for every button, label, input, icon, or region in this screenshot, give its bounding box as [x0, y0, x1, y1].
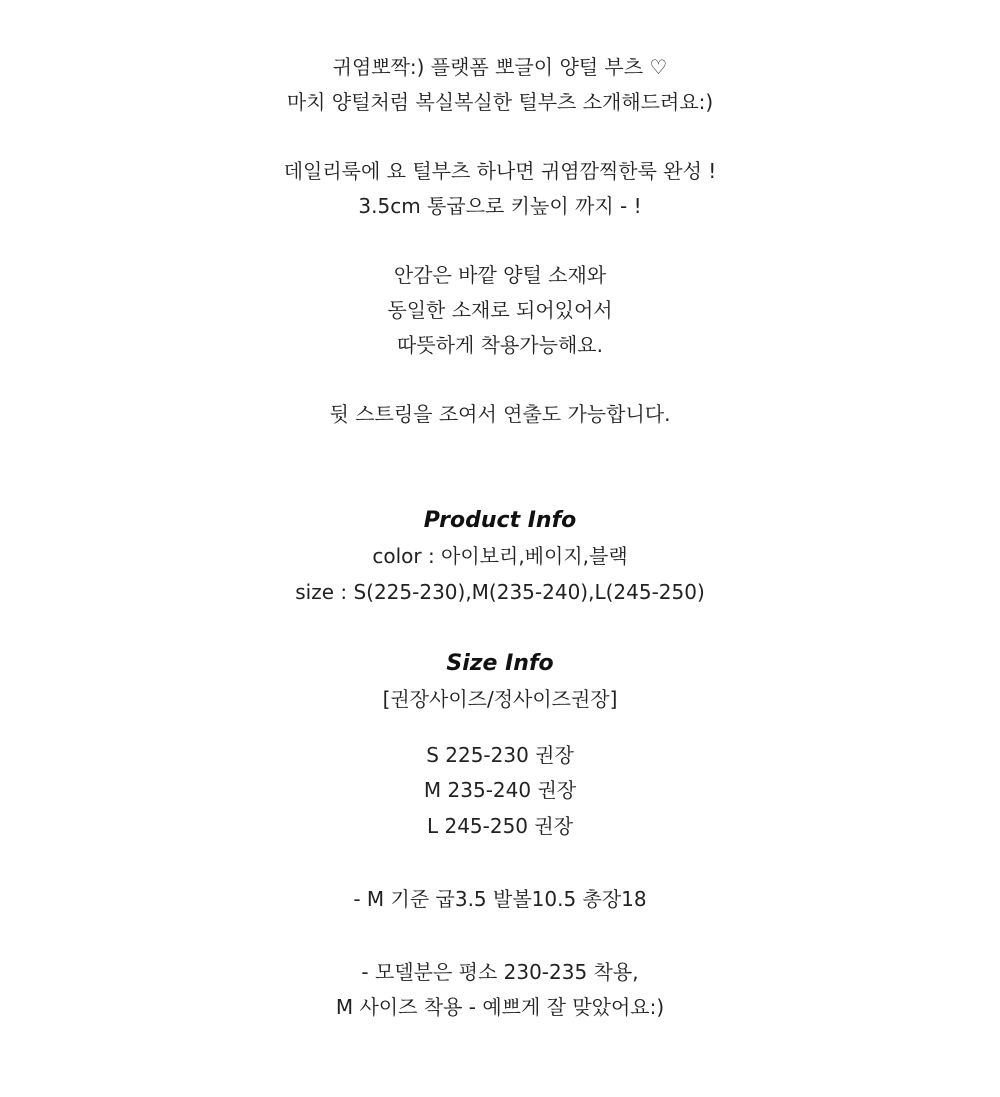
- model-note-line-1: - 모델분은 평소 230-235 착용,: [361, 960, 639, 984]
- product-color: color : 아이보리,베이지,블랙: [372, 544, 628, 568]
- lining-line-3: 따뜻하게 착용가능해요.: [397, 333, 603, 357]
- product-info-heading: Product Info: [423, 508, 577, 533]
- measurements-note: - M 기준 굽3.5 발볼10.5 총장18: [353, 887, 647, 911]
- model-note-line-2: M 사이즈 착용 - 예쁘게 잘 맞았어요:): [335, 995, 665, 1019]
- daily-line-1: 데일리룩에 요 털부츠 하나면 귀염깜찍한룩 완성 !: [283, 159, 717, 183]
- size-info-heading: Size Info: [446, 651, 554, 676]
- size-row-l: L 245-250 권장: [426, 814, 574, 838]
- product-size: size : S(225-230),M(235-240),L(245-250): [295, 580, 705, 604]
- daily-line-2: 3.5cm 통굽으로 키높이 까지 - !: [358, 194, 642, 218]
- intro-line-2: 마치 양털처럼 복실복실한 털부츠 소개해드려요:): [286, 90, 714, 114]
- intro-line-1: 귀염뽀짝:) 플랫폼 뽀글이 양털 부츠 ♡: [332, 55, 668, 79]
- lining-line-2: 동일한 소재로 되어있어서: [387, 298, 613, 322]
- lining-line-1: 안감은 바깥 양털 소재와: [393, 263, 607, 287]
- size-recommend: [권장사이즈/정사이즈권장]: [382, 687, 618, 711]
- size-row-s: S 225-230 권장: [426, 743, 574, 767]
- string-note: 뒷 스트링을 조여서 연출도 가능합니다.: [329, 402, 671, 426]
- size-row-m: M 235-240 권장: [423, 778, 577, 802]
